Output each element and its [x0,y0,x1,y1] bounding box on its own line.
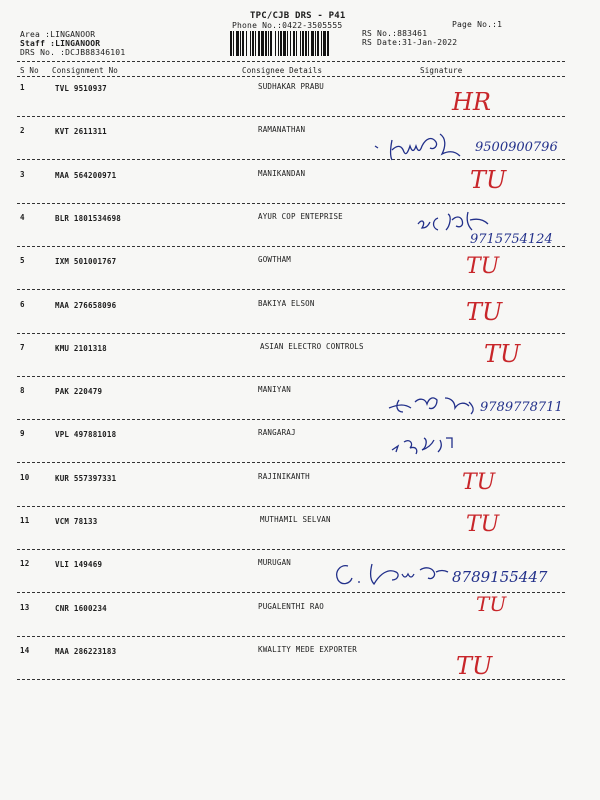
row-consignment-number: IXM 501001767 [55,257,117,266]
row-consignee-name: PUGALENTHI RAO [258,602,325,611]
row-consignee-name: MURUGAN [258,558,292,567]
row-consignment-number: KMU 2101318 [55,344,107,353]
row-consignment-number: KUR 557397331 [55,474,117,483]
signature-row11: TU [466,512,500,537]
row-consignee-name: AYUR COP ENTEPRISE [258,212,343,221]
row-consignment-number: MAA 286223183 [55,647,117,656]
column-header-sno: S No [20,66,39,75]
row-sno: 4 [20,213,25,222]
signature-row5: TU [466,254,500,279]
row-sno: 8 [20,386,25,395]
row-consignment-number: VLI 149469 [55,560,103,569]
row-divider [17,549,565,550]
signature-row14: TU [456,652,493,680]
signature-scribble-row8 [385,390,485,418]
page-number: Page No.:1 [452,20,503,29]
row-consignee-name: RANGARAJ [258,428,296,437]
row-consignee-name: MUTHAMIL SELVAN [260,515,331,524]
signature-row3: TU [470,166,507,194]
row-consignee-name: ASIAN ELECTRO CONTROLS [260,342,364,351]
staff-label: Staff :LINGANOOR [20,39,101,48]
header-rule-bottom [17,76,565,77]
barcode [230,31,354,56]
phone-number: Phone No.:0422-3505555 [232,21,343,30]
row-divider [17,203,565,204]
row-consignment-number: VCM 78133 [55,517,98,526]
row-consignee-name: RAMANATHAN [258,125,306,134]
signature-row7: TU [484,340,521,368]
signature-scribble-row12 [332,556,462,592]
row-divider [17,506,565,507]
row-divider [17,116,565,117]
row-sno: 1 [20,83,25,92]
row-consignee-name: BAKIYA ELSON [258,299,315,308]
rs-date: RS Date:31-Jan-2022 [362,38,458,47]
signature-number-row12: 8789155447 [452,568,548,586]
row-sno: 13 [20,603,30,612]
signature-scribble-row2 [370,128,490,168]
row-sno: 7 [20,343,25,352]
sheet-title: TPC/CJB DRS - P41 [250,11,346,21]
row-consignment-number: PAK 220479 [55,387,103,396]
row-consignment-number: VPL 497881018 [55,430,117,439]
signature-row10: TU [462,470,496,495]
row-divider [17,636,565,637]
signature-scribble-row9 [388,430,468,458]
header-rule-top [17,61,565,62]
signature-number-row4: 9715754124 [470,232,553,247]
row-sno: 12 [20,559,30,568]
area-label: Area :LINGANOOR [20,30,96,39]
row-consignment-number: TVL 9510937 [55,84,107,93]
column-header-consignee: Consignee Details [242,66,323,75]
row-consignee-name: MANIYAN [258,385,292,394]
signature-row1: HR [452,88,491,116]
column-header-signature: Signature [420,66,463,75]
row-sno: 10 [20,473,30,482]
row-sno: 11 [20,516,30,525]
row-sno: 5 [20,256,25,265]
signature-row13: TU [476,592,507,616]
row-divider [17,289,565,290]
row-consignment-number: MAA 276658096 [55,301,117,310]
drs-number: DRS No. :DCJB88346101 [20,48,126,57]
row-divider [17,376,565,377]
row-consignee-name: MANIKANDAN [258,169,306,178]
rs-number: RS No.:883461 [362,29,428,38]
row-consignee-name: KWALITY MEDE EXPORTER [258,645,358,654]
row-divider [17,419,565,420]
row-sno: 9 [20,429,25,438]
row-consignee-name: RAJINIKANTH [258,472,310,481]
row-consignment-number: BLR 1801534698 [55,214,122,223]
row-sno: 6 [20,300,25,309]
row-consignment-number: CNR 1600234 [55,604,107,613]
signature-number-row8: 9789778711 [480,400,563,415]
row-divider [17,333,565,334]
row-consignment-number: KVT 2611311 [55,127,107,136]
row-sno: 3 [20,170,25,179]
row-sno: 14 [20,646,30,655]
signature-number-row2: 9500900796 [475,140,558,155]
row-consignee-name: GOWTHAM [258,255,292,264]
row-consignee-name: SUDHAKAR PRABU [258,82,325,91]
row-divider [17,462,565,463]
row-consignment-number: MAA 564200971 [55,171,117,180]
column-header-consignment: Consignment No [52,66,119,75]
signature-row6: TU [466,298,503,326]
row-sno: 2 [20,126,25,135]
